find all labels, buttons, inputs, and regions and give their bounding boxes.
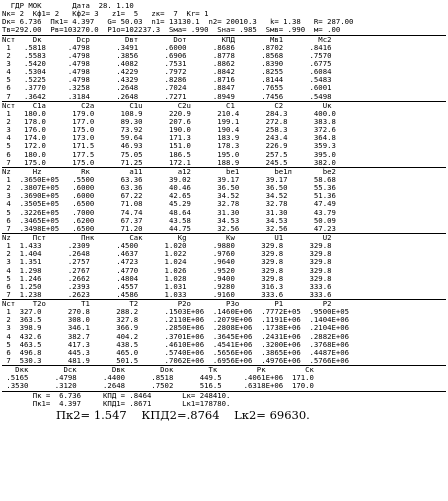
- table-row: 1 .3650E+05 .5500 63.36 39.02 39.17 39.17 58.68: [2, 174, 336, 184]
- table-row: 7 .3498E+05 .6500 71.20 44.75 32.56 32.56 47.23: [2, 223, 336, 233]
- table-row: 4 .3505E+05 .6500 71.08 45.29 32.78 32.78 47.49: [2, 199, 336, 209]
- table-header-row: Nст C1a C2a C1u C2u C1 C2 Uк: [2, 100, 332, 110]
- table-row: 3 398.9 346.1 366.9 .2850E+06 .2808E+06 .1738E+06 .2104E+06: [2, 323, 350, 333]
- table-row: 7 .3642 .3184 .2648 .7271 .8949 .7456 .5498: [2, 91, 332, 101]
- table-row: 5 1.246 .2662 .4804 1.028 .9400 329.8 329.8: [2, 273, 332, 283]
- table-row: 5 .5225 .4798 .4329 .8286 .8716 .8144 .5483: [2, 75, 332, 85]
- table-rk: [2, 167, 446, 233]
- table-row: 7 1.238 .2623 .4586 1.033 .9160 333.6 333.6: [2, 289, 332, 299]
- table-row: 4 .5304 .4798 .4229 .7972 .8842 .8255 .6084: [2, 67, 332, 77]
- table-row: 4 174.0 173.0 59.64 171.3 183.9 243.4 364.8: [2, 133, 336, 143]
- report-header: [2, 2, 446, 35]
- table-header-row: Nz Hz Rк a11 a12 be1 be1л be2: [2, 166, 336, 176]
- table-row: .5165 .4798 .4400 .8518 449.5 .4061E+06 171.0: [2, 373, 314, 383]
- table-header-row: Nст T2o T1 T2 P2o P3o P1 P2: [2, 299, 332, 309]
- table-row: 6 496.8 445.3 465.0 .5740E+06 .5656E+06 .3865E+06 .4487E+06: [2, 347, 350, 357]
- totals-line-1: Пк = 6.736 КПД = .8464 Lк= 248410.: [2, 390, 231, 400]
- table-row: 2 178.0 177.0 89.30 207.6 199.1 272.8 383.8: [2, 116, 336, 126]
- table-row: 3 .5420 .4798 .4082 .7531 .8862 .8390 .6775: [2, 58, 332, 68]
- params-line-3: Tв=292.00 Pв=103270.0 P1o=102237.3 Sма= .990 Sна= .985 Sмв= .990 м= .00: [2, 25, 341, 35]
- table-row: 6 1.250 .2393 .4557 1.031 .9280 316.3 333.6: [2, 281, 332, 291]
- table-row: 7 175.0 175.0 71.25 172.1 188.9 245.5 382.0: [2, 157, 336, 167]
- table-row: .3530 .3120 .2648 .7502 516.5 .6318E+06 170.0: [2, 381, 314, 391]
- table-row: 1 180.0 179.0 108.9 220.9 210.4 284.3 400.0: [2, 108, 336, 118]
- table-row: 7 530.3 481.9 501.5 .7062E+06 .6956E+06 .4976E+06 .5766E+06: [2, 356, 350, 366]
- table-t2o: [2, 299, 446, 365]
- table-row: 3 .3690E+05 .6000 67.22 42.65 34.52 34.52 51.36: [2, 191, 336, 201]
- table-dcp: [2, 35, 446, 101]
- report-title-line: ГДР МОК Дата 28. 1.10: [2, 1, 134, 10]
- table-row: 2 363.5 308.0 327.8 .2110E+06 .2079E+06 .1191E+06 .1404E+06: [2, 315, 350, 325]
- table-c1a: [2, 101, 446, 167]
- table-header-row: Nz Пст Пнк Сак Kg Kw U1 U2: [2, 232, 332, 242]
- table-row: 2 .5583 .4798 .3856 .6906 .8778 .8568 .7570: [2, 50, 332, 60]
- table-row: 1 .5818 .4798 .3491 .6000 .8686 .8702 .8416: [2, 42, 332, 52]
- table-pst: [2, 233, 446, 299]
- params-line-1: Nк= 2 Kф1= 2 Kф2= 3 z1= 5 zк= 7 Kr= 1: [2, 9, 209, 19]
- handwritten-result: Пк2= 1.547 КПД2=.8764 Lк2= 69630.: [56, 407, 310, 422]
- table-row: 4 432.6 382.7 404.2 .3701E+06 .3645E+06 .2431E+06 .2882E+06: [2, 331, 350, 341]
- table-row: 6 .3465E+05 .6200 67.37 43.58 34.53 34.53 50.09: [2, 215, 336, 225]
- table-row: 3 1.351 .2757 .4723 1.024 .9640 329.8 329.8: [2, 257, 332, 267]
- table-row: 5 463.5 417.3 438.5 .4610E+06 .4541E+06 .3200E+06 .3768E+06: [2, 339, 350, 349]
- table-row: 1 1.433 .2309 .4500 1.020 .9880 329.8 329.8: [2, 241, 332, 251]
- params-line-2: Dк= 6.736 Пк1= 4.397 G= 50.03 n1= 13130.1 n2= 20010.3 k= 1.38 R= 287.00: [2, 17, 354, 27]
- table-header-row: Dкк Dск Dвк Dок Tк Pк Ск: [2, 365, 314, 375]
- table-row: 6 180.0 177.5 75.05 186.5 195.0 257.5 395.0: [2, 149, 336, 159]
- table-row: 2 .3807E+05 .6000 63.36 40.46 36.50 36.50 55.36: [2, 183, 336, 193]
- stage-tables: [2, 35, 446, 391]
- totals: [2, 392, 446, 408]
- table-row: 5 172.0 171.5 46.93 151.0 178.3 226.9 359.3: [2, 141, 336, 151]
- totals-line-2: Пк1= 4.397 КПД1= .8671 Lк1=178780.: [2, 398, 231, 408]
- table-row: 5 .3226E+05 .7000 74.74 48.64 31.30 31.30 43.79: [2, 207, 336, 217]
- table-row: 2 1.404 .2648 .4637 1.022 .9760 329.8 329.8: [2, 249, 332, 259]
- table-summary: [2, 365, 446, 390]
- table-row: 4 1.298 .2767 .4770 1.026 .9520 329.8 329.8: [2, 265, 332, 275]
- table-row: 1 327.0 270.8 288.2 .1503E+06 .1460E+06 .7772E+05 .9500E+05: [2, 307, 350, 317]
- table-header-row: Nст Dк Dср Dвт Dот КПД Мв1 Мс2: [2, 34, 332, 44]
- table-row: 6 .3770 .3258 .2648 .7024 .8847 .7655 .6001: [2, 83, 332, 93]
- table-row: 3 176.0 175.0 73.92 190.0 190.4 258.3 372.6: [2, 125, 336, 135]
